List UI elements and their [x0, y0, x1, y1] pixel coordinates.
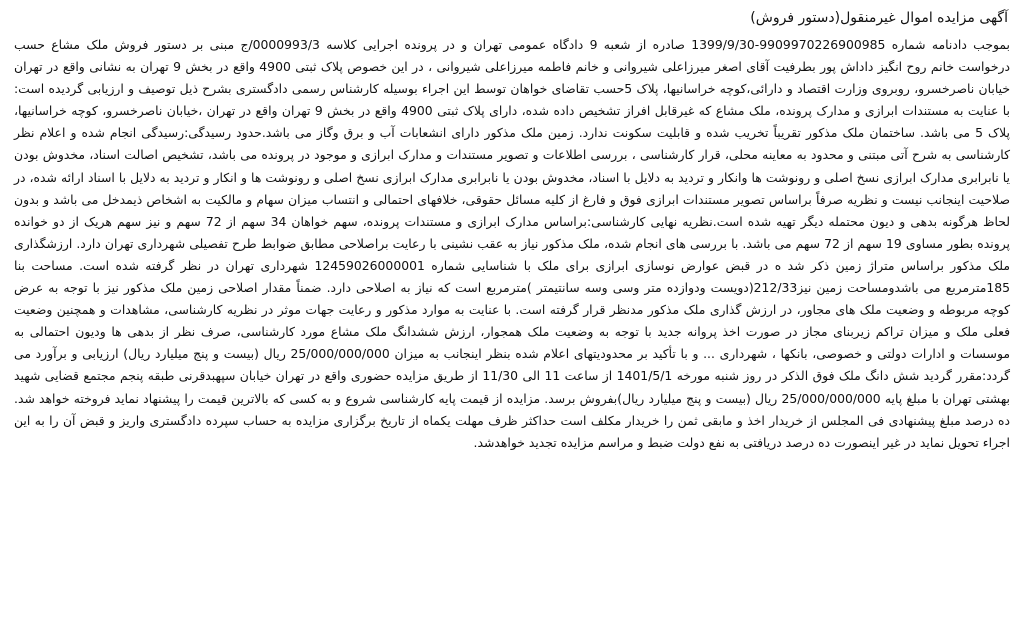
notice-title: آگهی مزایده اموال غیرمنقول(دستور فروش)	[750, 10, 1008, 26]
notice-body: بموجب دادنامه شماره 9909970226900985-1399/9/30 صادره از شعبه 9 دادگاه عمومی تهران و در پرونده اجرایی کلاسه 0000993/3/ج مبنی بر دستور فروش ملک مشاع حسب درخواست خانم روح انگیز داداش پور بطرفیت آقای اصغر میرزاعلی شیروانی و خانم فاطمه میرزاعلی شیروانی ، در این خصوص پلاک ثبتی 4900 واقع در بخش 9 تهران به نشانی واقع در تهران خیابان ناصرخسرو، روبروی وزارت اقتصاد و دارائی،کوچه خراسانیها، پلاک 5حسب تقاضای خواهان توسط این اجراء بوسیله کارشناس رسمی دادگستری بشرح ذیل توصیف و ارزیابی گردیده است: با عنایت به مستندات ابرازی و مدارک پرونده، ملک مشاع که غیرقابل افراز تشخیص داده شده، دارای پلاک ثبتی 4900 واقع در بخش 9 تهران واقع در تهران ،خیابان ناصرخسرو، کوچه خراسانیها، پلاک 5 می باشد. ساختمان ملک مذکور تقریباً تخریب شده و قابلیت سکونت ندارد. زمین ملک مذکور دارای انشعابات آب و برق وگاز می باشد.حدود رسیدگی:رسیدگی انجام شده و اعلام نظر کارشناسی به شرح آتی مبتنی و محدود به معاینه محلی، قرار کارشناسی ، بررسی اطلاعات و تصویر مستندات و مدارک ابرازی و موجود در پرونده می باشد، تشخیص اصالت اسناد، مخدوش بودن یا نابرابری مدارک ابرازی نسخ اصلی و رونوشت ها وانکار و تردید به دلایل با اسناد، مخدوش بودن یا نابرابری مدارک ابرازی نسخ اصلی و رونوشت ها و انکار و تردید به دلایل با اسناد ارائه شده، در صلاحیت اینجانب نیست و نظریه صرفاً براساس تصویر مستندات ابرازی فوق و فارغ از کلیه مسائل حقوقی، خلافهای احتمالی و انتساب میزان سهام و مالکیت به اشخاص ذیمدخل می باشد و بدون لحاظ هرگونه بدهی و دیون محتمله دیگر تهیه شده است.نظریه نهایی کارشناسی:براساس مدارک ابرازی و مستندات پرونده، سهم خواهان 34 سهم از 72 سهم و نیز سهم هریک از دو خوانده پرونده بطور مساوی 19 سهم از 72 سهم می باشد. با بررسی های انجام شده، ملک مذکور نیاز به عقب نشینی با رعایت براصلاحی مطابق ضوابط طرح تفصیلی شهرداری تهران دارد. ارزشگذاری ملک مذکور براساس متراژ زمین ذکر شد ه در قبض عوارض نوسازی ابرازی برای ملک با شناسایی شماره 12459026000001 شهرداری تهران در نظر گرفته شده است. مساحت بنا 185مترمربع می باشدومساحت زمین نیز212/33(دویست ودوازده متر وسی وسه سانتیمتر )مترمربع است که نیاز به اصلاحی دارد. ضمناً مقدار اصلاحی زمین ملک مذکور نیز با توجه به عرض کوچه مربوطه و وضعیت ملک های مجاور، در ارزش گذاری ملک مذکور مدنظر قرار گرفته است. با عنایت به موارد مذکور و رعایت جهات موثر در نظریه کارشناسی، مشاهدات و همچنین وضعیت فعلی ملک و میزان تراکم زیربنای مجاز در صورت اخذ پروانه جدید با توجه به وضعیت ملک همجوار، ارزش ششدانگ ملک مشاع مورد کارشناسی، صرف نظر از بدهی ها ودیون احتمالی به موسسات و ادارات دولتی و خصوصی، بانکها ، شهرداری ... و با تأکید بر محدودیتهای اعلام شده بنظر اینجانب به میزان 25/000/000/000 ریال (بیست و پنج میلیارد ریال) ارزیابی و برآورد می گردد:مقرر گردید شش دانگ ملک فوق الذکر در روز شنبه مورخه 1401/5/1 از ساعت 11 الی 11/30 از طریق مزایده حضوری واقع در تهران خیابان سپهبدقرنی طبقه پنجم مجتمع قضایی شهید بهشتی تهران با مبلغ پایه 25/000/000/000 ریال (بیست و پنج میلیارد ریال)بفروش برسد. مزایده از قیمت پایه کارشناسی شروع و به کسی که بالاترین قیمت را پیشنهاد نماید فروخته خواهد شد. ده درصد مبلغ پیشنهادی فی المجلس از خریدار اخذ و مابقی ثمن را خریدار مکلف است حداکثر ظرف مهلت یکماه از تاریخ برگزاری مزایده به حساب سپرده دادگستری واریز و قبض آن را به این اجراء تحویل نماید در غیر اینصورت ده درصد دریافتی به نفع دولت ضبط و مراسم مزایده تجدید خواهدشد.	[14, 37, 1011, 450]
auction-notice	[14, 8, 1010, 634]
